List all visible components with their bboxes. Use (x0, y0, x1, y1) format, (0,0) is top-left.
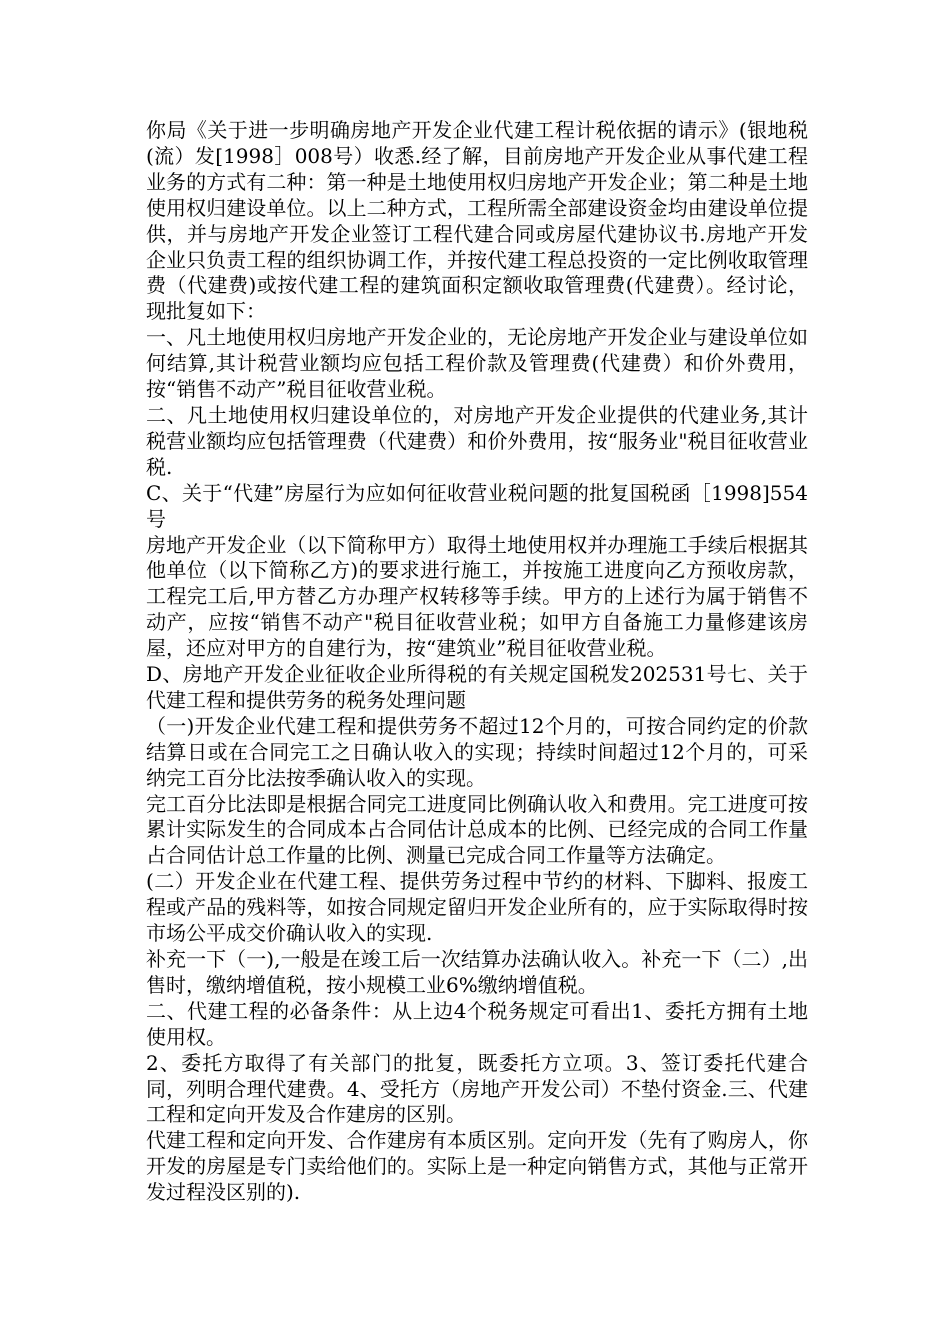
paragraph-item-one: （一)开发企业代建工程和提供劳务不超过12个月的，可按合同约定的价款结算日或在合同完工之日确认收入的实现；持续时间超过12个月的，可采纳完工百分比法按季确认收入的实现。 (146, 713, 808, 790)
paragraph-difference: 代建工程和定向开发、合作建房有本质区别。定向开发（先有了购房人，你开发的房屋是专门卖给他们的。实际上是一种定向销售方式，其他与正常开发过程没区别的). (146, 1128, 808, 1205)
document-body (146, 118, 808, 1206)
paragraph-conditions-continued: 2、委托方取得了有关部门的批复，既委托方立项。3、签订委托代建合同，列明合理代建费。4、受托方（房地产开发公司）不垫付资金.三、代建工程和定向开发及合作建房的区别。 (146, 1050, 808, 1127)
paragraph-section-c-body: 房地产开发企业（以下简称甲方）取得土地使用权并办理施工手续后根据其他单位（以下简称乙方)的要求进行施工，并按施工进度向乙方预收房款，工程完工后,甲方替乙方办理产权转移等手续。甲方的上述行为属于销售不动产，应按“销售不动产"税目征收营业税；如甲方自备施工力量修建该房屋，还应对甲方的自建行为，按“建筑业”税目征收营业税。 (146, 532, 808, 661)
paragraph-conditions: 二、代建工程的必备条件：从上边4个税务规定可看出1、委托方拥有土地使用权。 (146, 998, 808, 1049)
paragraph-section-d-heading: D、房地产开发企业征收企业所得税的有关规定国税发202531号七、关于代建工程和提供劳务的税务处理问题 (146, 662, 808, 712)
paragraph-rule-two: 二、凡土地使用权归建设单位的，对房地产开发企业提供的代建业务,其计税营业额均应包括管理费（代建费）和价外费用，按“服务业"税目征收营业税. (146, 402, 808, 479)
paragraph-rule-one: 一、凡土地使用权归房地产开发企业的，无论房地产开发企业与建设单位如何结算,其计税营业额均应包括工程价款及管理费(代建费）和价外费用，按“销售不动产”税目征收营业税。 (146, 325, 808, 402)
paragraph-supplement: 补充一下（一),一般是在竣工后一次结算办法确认收入。补充一下（二）,出售时，缴纳增值税，按小规模工业6%缴纳增值税。 (146, 947, 808, 997)
paragraph-percentage-method: 完工百分比法即是根据合同完工进度同比例确认收入和费用。完工进度可按累计实际发生的合同成本占合同估计总成本的比例、已经完成的合同工作量占合同估计总工作量的比例、测量已完成合同工作量等方法确定。 (146, 791, 808, 868)
paragraph-item-two: (二）开发企业在代建工程、提供劳务过程中节约的材料、下脚料、报废工程或产品的残料等，如按合同规定留归开发企业所有的，应于实际取得时按市场公平成交价确认收入的实现. (146, 869, 808, 946)
paragraph-reply-intro: 你局《关于进一步明确房地产开发企业代建工程计税依据的请示》(银地税(流）发[1998］008号）收悉.经了解，目前房地产开发企业从事代建工程业务的方式有二种：第一种是土地使用权归房地产开发企业；第二种是土地使用权归建设单位。以上二种方式，工程所需全部建设资金均由建设单位提供，并与房地产开发企业签订工程代建合同或房屋代建协议书.房地产开发企业只负责工程的组织协调工作，并按代建工程总投资的一定比例收取管理费（代建费)或按代建工程的建筑面积定额收取管理费(代建费）。经讨论，现批复如下： (146, 118, 808, 324)
paragraph-section-c-heading: C、关于“代建”房屋行为应如何征收营业税问题的批复国税函［1998]554号 (146, 480, 808, 531)
